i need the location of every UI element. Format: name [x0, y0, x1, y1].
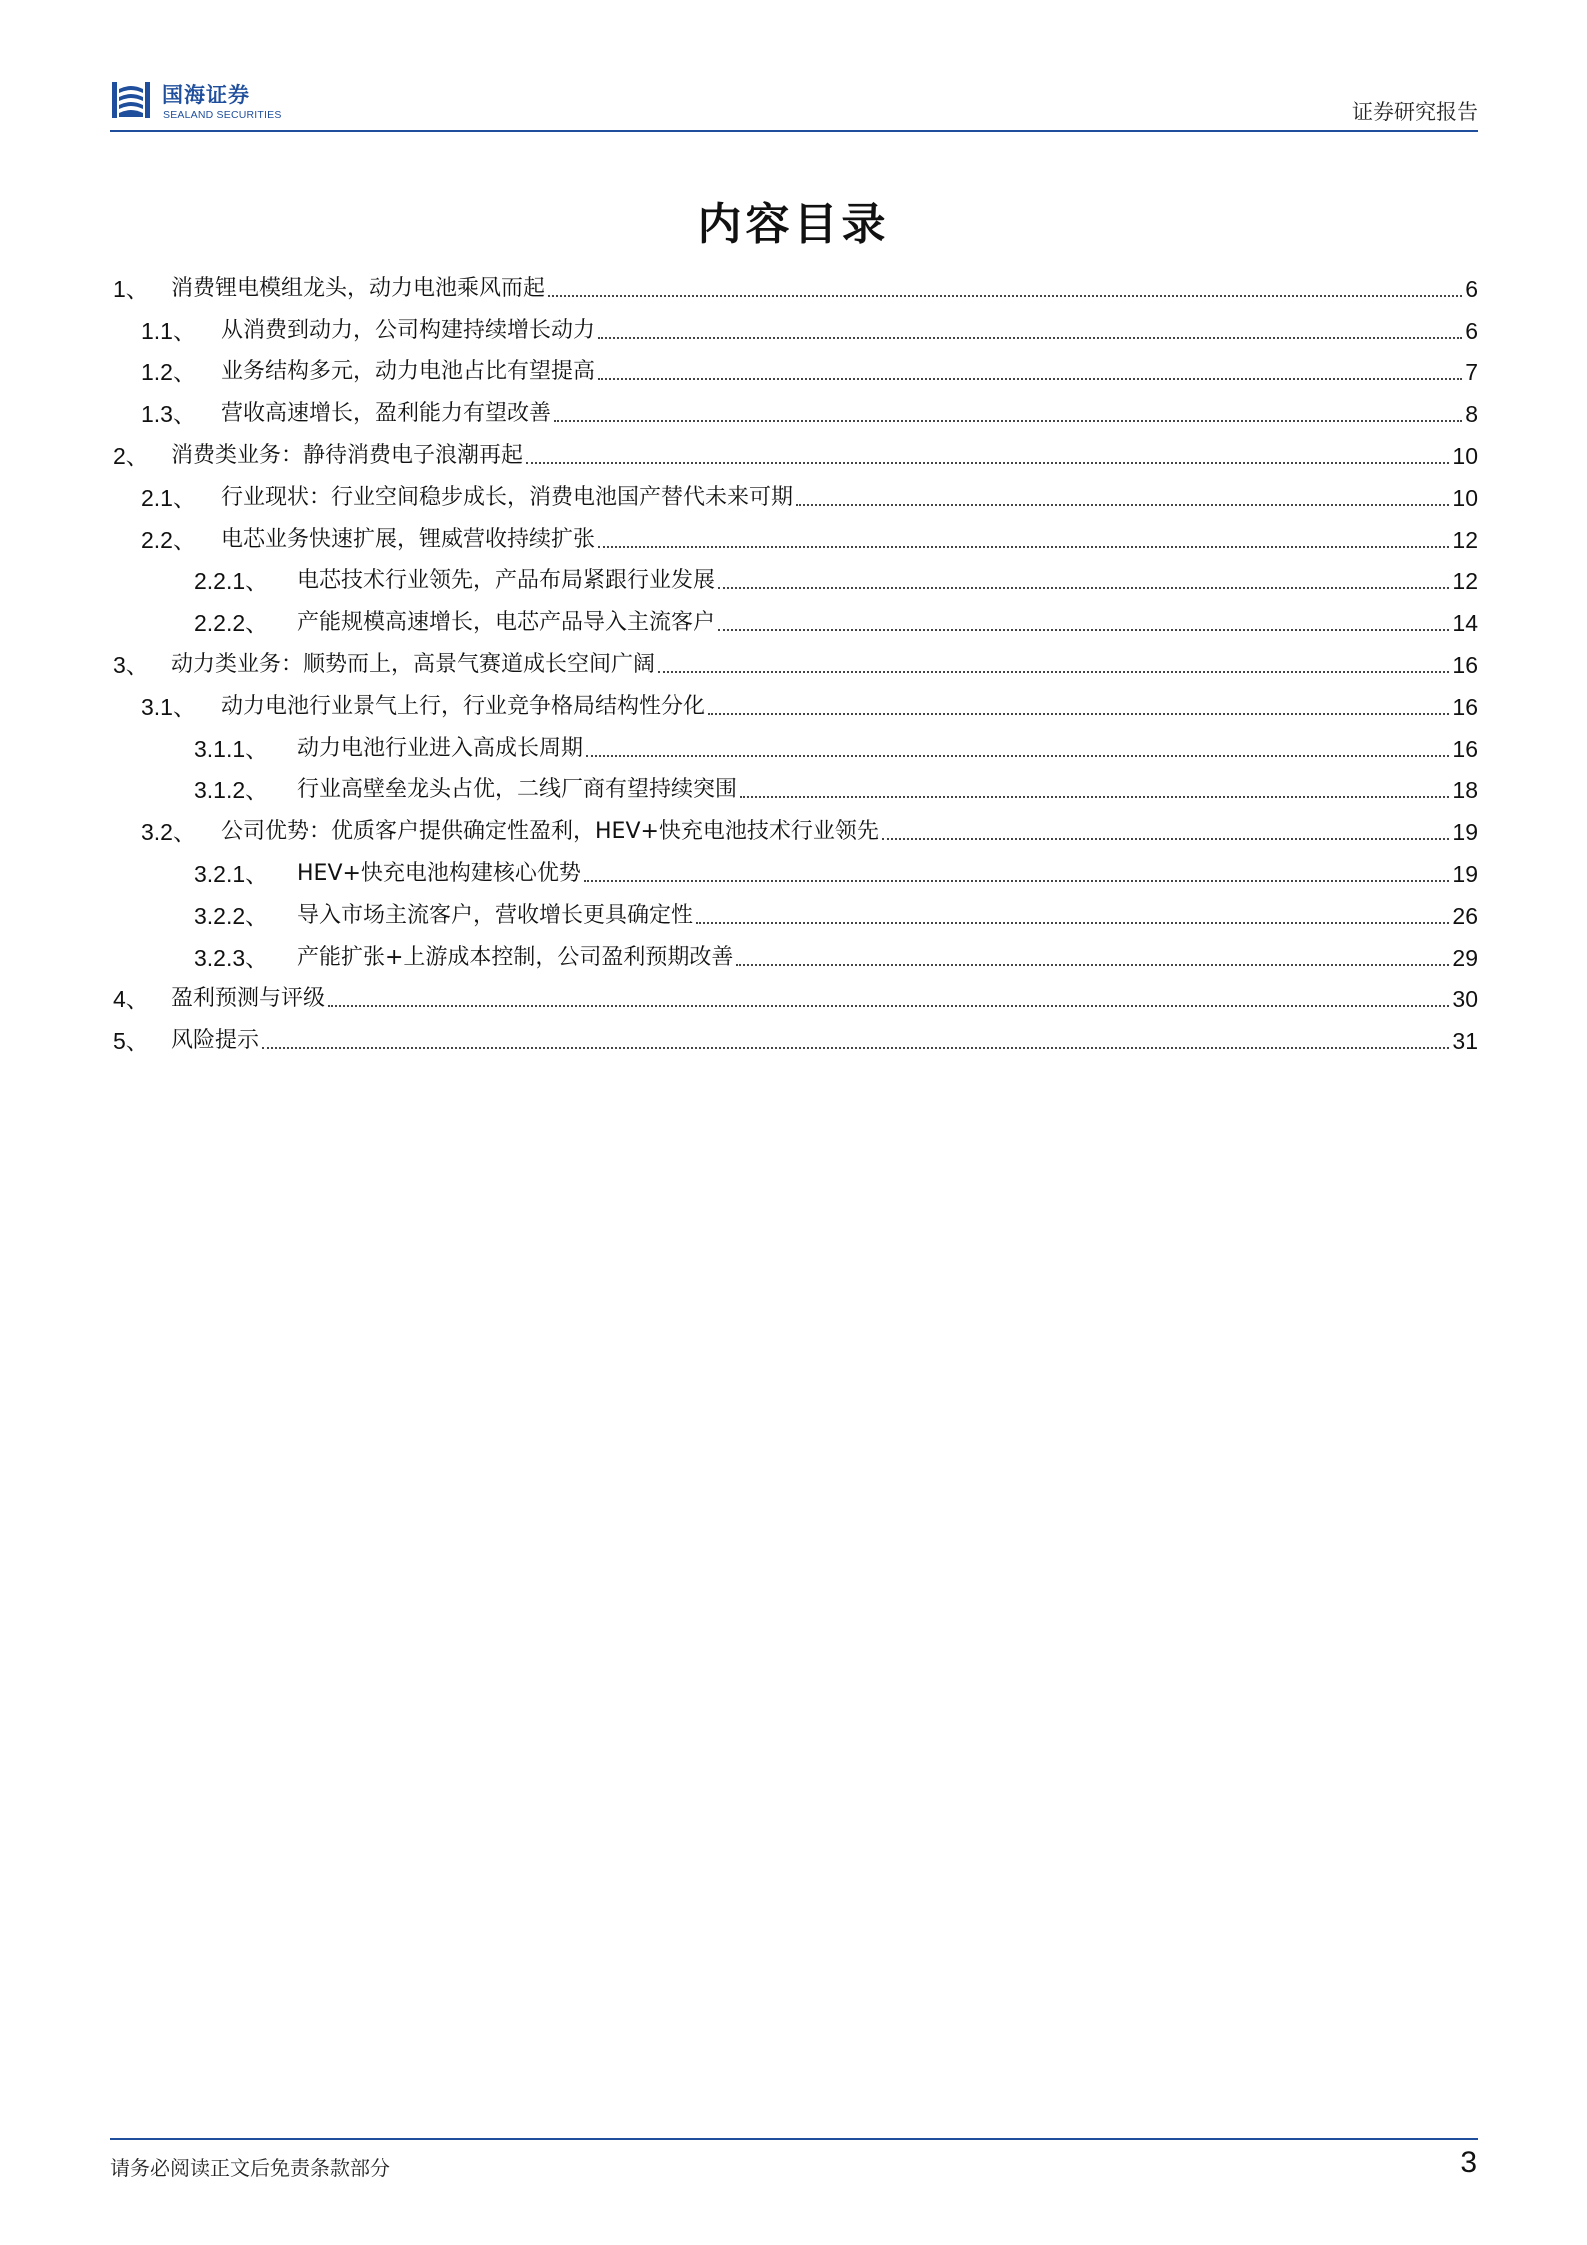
- toc-dot-leader: [586, 754, 1449, 757]
- toc-entry-page[interactable]: 7: [1465, 359, 1478, 386]
- toc-entry-number: 2.2、: [141, 526, 196, 553]
- toc-entry-number: 1、: [113, 275, 149, 302]
- toc-entry-page[interactable]: 6: [1465, 317, 1478, 344]
- header-divider: [110, 130, 1478, 132]
- toc-entry-title[interactable]: 产能规模高速增长，电芯产品导入主流客户: [297, 610, 716, 636]
- toc-entry[interactable]: [113, 642, 1478, 684]
- toc-entry-title[interactable]: HEV+快充电池构建核心优势: [297, 860, 581, 886]
- toc-entry-page[interactable]: 31: [1452, 1028, 1478, 1055]
- toc-entry-page[interactable]: 12: [1452, 526, 1478, 553]
- toc-entry-title[interactable]: 消费锂电模组龙头，动力电池乘风而起: [171, 275, 546, 301]
- toc-dot-leader: [736, 963, 1449, 966]
- toc-entry[interactable]: [113, 517, 1478, 559]
- toc-entry[interactable]: [113, 391, 1478, 433]
- toc-entry-title[interactable]: 行业高壁垒龙头占优，二线厂商有望持续突围: [297, 777, 738, 803]
- toc-entry-number: 3.1、: [141, 693, 196, 720]
- logo-chinese-name: 国海证券: [162, 83, 250, 107]
- toc-dot-leader: [328, 1004, 1449, 1007]
- toc-entry[interactable]: [113, 726, 1478, 768]
- toc-entry-page[interactable]: 18: [1452, 777, 1478, 804]
- toc-entry-number: 2.1、: [141, 484, 196, 511]
- toc-entry-number: 1.3、: [141, 401, 196, 428]
- toc-entry[interactable]: [113, 475, 1478, 517]
- toc-entry-title[interactable]: 电芯技术行业领先，产品布局紧跟行业发展: [297, 568, 716, 594]
- toc-dot-leader: [740, 795, 1449, 798]
- toc-entry-page[interactable]: 12: [1452, 568, 1478, 595]
- toc-dot-leader: [526, 461, 1449, 464]
- toc-entry-page[interactable]: 19: [1452, 860, 1478, 887]
- toc-entry-page[interactable]: 10: [1452, 484, 1478, 511]
- toc-dot-leader: [554, 419, 1462, 422]
- toc-entry-title[interactable]: 动力类业务：顺势而上，高景气赛道成长空间广阔: [171, 651, 656, 677]
- toc-entry[interactable]: [113, 809, 1478, 851]
- toc-dot-leader: [708, 712, 1449, 715]
- toc-entry-page[interactable]: 10: [1452, 442, 1478, 469]
- toc-entry[interactable]: [113, 308, 1478, 350]
- page-number: 3: [1460, 2146, 1477, 2179]
- toc-entry-title[interactable]: 从消费到动力，公司构建持续增长动力: [221, 317, 596, 343]
- toc-entry-title[interactable]: 导入市场主流客户，营收增长更具确定性: [297, 902, 694, 928]
- toc-entry-page[interactable]: 19: [1452, 819, 1478, 846]
- toc-entry-title[interactable]: 业务结构多元，动力电池占比有望提高: [221, 359, 596, 385]
- toc-entry-page[interactable]: 14: [1452, 610, 1478, 637]
- toc-entry-title[interactable]: 盈利预测与评级: [171, 986, 326, 1012]
- toc-entry-number: 5、: [113, 1028, 149, 1055]
- toc-dot-leader: [696, 921, 1449, 924]
- table-of-contents: [113, 266, 1478, 1060]
- toc-entry-page[interactable]: 30: [1452, 986, 1478, 1013]
- toc-entry[interactable]: [113, 768, 1478, 810]
- toc-entry-page[interactable]: 16: [1452, 651, 1478, 678]
- toc-entry[interactable]: [113, 350, 1478, 392]
- toc-entry[interactable]: [113, 851, 1478, 893]
- toc-entry-number: 3.2、: [141, 819, 196, 846]
- toc-entry[interactable]: [113, 600, 1478, 642]
- toc-entry-number: 3.1.1、: [194, 735, 269, 762]
- sealand-logo-icon: [110, 79, 152, 121]
- footer-divider: [110, 2138, 1478, 2140]
- toc-entry-title[interactable]: 产能扩张+上游成本控制，公司盈利预期改善: [297, 944, 734, 970]
- toc-entry-number: 3、: [113, 651, 149, 678]
- toc-entry-number: 3.2.3、: [194, 944, 269, 971]
- toc-entry[interactable]: [113, 684, 1478, 726]
- toc-entry[interactable]: [113, 893, 1478, 935]
- toc-entry-number: 2.2.2、: [194, 610, 269, 637]
- toc-entry-page[interactable]: 29: [1452, 944, 1478, 971]
- toc-entry-page[interactable]: 8: [1465, 401, 1478, 428]
- toc-entry-title[interactable]: 动力电池行业景气上行，行业竞争格局结构性分化: [221, 693, 706, 719]
- toc-dot-leader: [882, 837, 1449, 840]
- toc-entry-title[interactable]: 风险提示: [171, 1028, 260, 1054]
- toc-entry-page[interactable]: 16: [1452, 735, 1478, 762]
- toc-entry-number: 2.2.1、: [194, 568, 269, 595]
- toc-dot-leader: [658, 670, 1449, 673]
- logo-english-name: SEALAND SECURITIES: [163, 109, 282, 121]
- toc-dot-leader: [262, 1046, 1449, 1049]
- toc-entry-page[interactable]: 16: [1452, 693, 1478, 720]
- toc-entry-number: 1.2、: [141, 359, 196, 386]
- toc-entry-title[interactable]: 行业现状：行业空间稳步成长，消费电池国产替代未来可期: [221, 484, 794, 510]
- report-type-label: 证券研究报告: [1352, 100, 1478, 124]
- toc-entry[interactable]: [113, 266, 1478, 308]
- toc-entry-title[interactable]: 动力电池行业进入高成长周期: [297, 735, 584, 761]
- toc-entry-number: 2、: [113, 442, 149, 469]
- disclaimer-note: 请务必阅读正文后免责条款部分: [110, 2156, 390, 2180]
- toc-dot-leader: [548, 294, 1462, 297]
- toc-entry-title[interactable]: 营收高速增长，盈利能力有望改善: [221, 401, 552, 427]
- toc-entry-page[interactable]: 26: [1452, 902, 1478, 929]
- page-header: [110, 70, 1478, 132]
- toc-entry-number: 3.2.1、: [194, 860, 269, 887]
- toc-entry[interactable]: [113, 433, 1478, 475]
- toc-dot-leader: [598, 336, 1462, 339]
- toc-entry[interactable]: [113, 559, 1478, 601]
- toc-entry-title[interactable]: 电芯业务快速扩展，锂威营收持续扩张: [221, 526, 596, 552]
- toc-dot-leader: [796, 503, 1449, 506]
- toc-entry-number: 3.2.2、: [194, 902, 269, 929]
- toc-dot-leader: [598, 545, 1449, 548]
- toc-dot-leader: [718, 628, 1449, 631]
- toc-dot-leader: [718, 586, 1449, 589]
- toc-entry-title[interactable]: 消费类业务：静待消费电子浪潮再起: [171, 442, 524, 468]
- page-title: 内容目录: [697, 199, 890, 250]
- toc-dot-leader: [584, 879, 1449, 882]
- toc-dot-leader: [598, 377, 1462, 380]
- toc-entry-number: 1.1、: [141, 317, 196, 344]
- toc-entry-page[interactable]: 6: [1465, 275, 1478, 302]
- toc-entry-title[interactable]: 公司优势：优质客户提供确定性盈利，HEV+快充电池技术行业领先: [221, 819, 879, 845]
- toc-entry[interactable]: [113, 977, 1478, 1019]
- toc-entry[interactable]: [113, 1018, 1478, 1060]
- toc-entry[interactable]: [113, 935, 1478, 977]
- company-logo: [110, 77, 320, 127]
- toc-entry-number: 3.1.2、: [194, 777, 269, 804]
- toc-entry-number: 4、: [113, 986, 149, 1013]
